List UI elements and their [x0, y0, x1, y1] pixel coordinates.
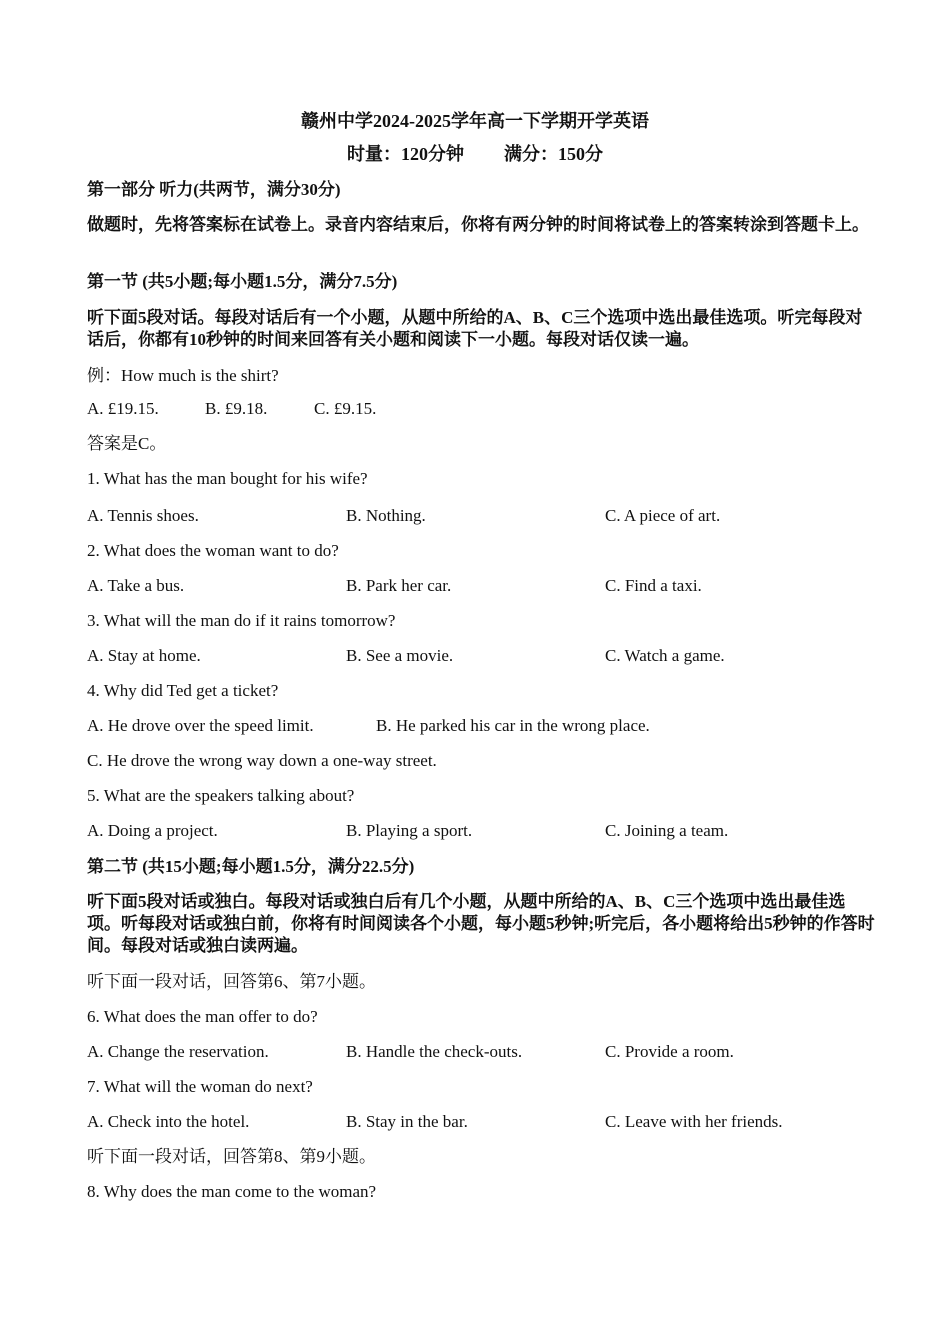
question-2-option-b: B. Park her car.: [346, 576, 452, 595]
question-5-option-c: C. Joining a team.: [605, 821, 729, 840]
question-4-option-a: A. He drove over the speed limit.: [87, 716, 314, 735]
question-4: 4. Why did Ted get a ticket?: [87, 681, 279, 700]
question-1: 1. What has the man bought for his wife?: [87, 469, 368, 488]
section1-heading: 第一节 (共5小题;每小题1.5分，满分7.5分): [87, 272, 398, 291]
question-5-option-a: A. Doing a project.: [87, 821, 218, 840]
question-6-option-c: C. Provide a room.: [605, 1042, 734, 1061]
dialogue-intro-8-9: 听下面一段对话，回答第8、第9小题。: [87, 1147, 376, 1166]
question-3-option-b: B. See a movie.: [346, 646, 454, 665]
exam-meta: [0, 143, 950, 165]
question-6: 6. What does the man offer to do?: [87, 1007, 318, 1026]
part1-instruction: 做题时，先将答案标在试卷上。录音内容结束后，你将有两分钟的时间将试卷上的答案转涂到答题卡上。: [87, 215, 869, 234]
question-4-option-c: C. He drove the wrong way down a one-way street.: [87, 751, 437, 770]
question-6-option-b: B. Handle the check-outs.: [346, 1042, 523, 1061]
section2-heading: 第二节 (共15小题;每小题1.5分，满分22.5分): [87, 857, 415, 876]
section2-instruction: 听下面5段对话或独白。每段对话或独白后有几个小题，从题中所给的A、B、C三个选项中选出最佳选项。听每段对话或独白前，你将有时间阅读各个小题，每小题5秒钟;听完后，各小题将给出5秒钟的作答时间。每段对话或独白读两遍。: [87, 892, 875, 955]
example-option-b: B. £9.18.: [205, 399, 268, 418]
example-option-a: A. £19.15.: [87, 399, 159, 418]
section1-instruction: 听下面5段对话。每段对话后有一个小题，从题中所给的A、B、C三个选项中选出最佳选项。听完每段对话后，你都有10秒钟的时间来回答有关小题和阅读下一小题。每段对话仅读一遍。: [87, 308, 863, 349]
question-8: 8. Why does the man come to the woman?: [87, 1182, 377, 1201]
question-4-option-b: B. He parked his car in the wrong place.: [376, 716, 650, 735]
exam-time: 时量：120分钟: [347, 144, 464, 164]
dialogue-intro-6-7: 听下面一段对话，回答第6、第7小题。: [87, 972, 376, 991]
question-3-option-c: C. Watch a game.: [605, 646, 725, 665]
question-7-option-b: B. Stay in the bar.: [346, 1112, 468, 1131]
example-option-c: C. £9.15.: [314, 399, 377, 418]
question-7-option-c: C. Leave with her friends.: [605, 1112, 783, 1131]
question-1-option-a: A. Tennis shoes.: [87, 506, 199, 525]
question-5: 5. What are the speakers talking about?: [87, 786, 355, 805]
example-question: 例：How much is the shirt?: [87, 366, 279, 385]
question-6-option-a: A. Change the reservation.: [87, 1042, 269, 1061]
question-7: 7. What will the woman do next?: [87, 1077, 313, 1096]
question-3-option-a: A. Stay at home.: [87, 646, 201, 665]
question-1-option-c: C. A piece of art.: [605, 506, 721, 525]
example-answer: 答案是C。: [87, 434, 167, 453]
question-2-option-a: A. Take a bus.: [87, 576, 185, 595]
exam-title: 赣州中学2024-2025学年高一下学期开学英语: [301, 111, 649, 131]
question-3: 3. What will the man do if it rains tomorrow?: [87, 611, 396, 630]
part1-heading: 第一部分 听力(共两节，满分30分): [87, 180, 341, 199]
question-1-option-b: B. Nothing.: [346, 506, 426, 525]
question-2: 2. What does the woman want to do?: [87, 541, 339, 560]
exam-score: 满分：150分: [504, 144, 603, 164]
question-5-option-b: B. Playing a sport.: [346, 821, 473, 840]
question-7-option-a: A. Check into the hotel.: [87, 1112, 250, 1131]
question-2-option-c: C. Find a taxi.: [605, 576, 702, 595]
